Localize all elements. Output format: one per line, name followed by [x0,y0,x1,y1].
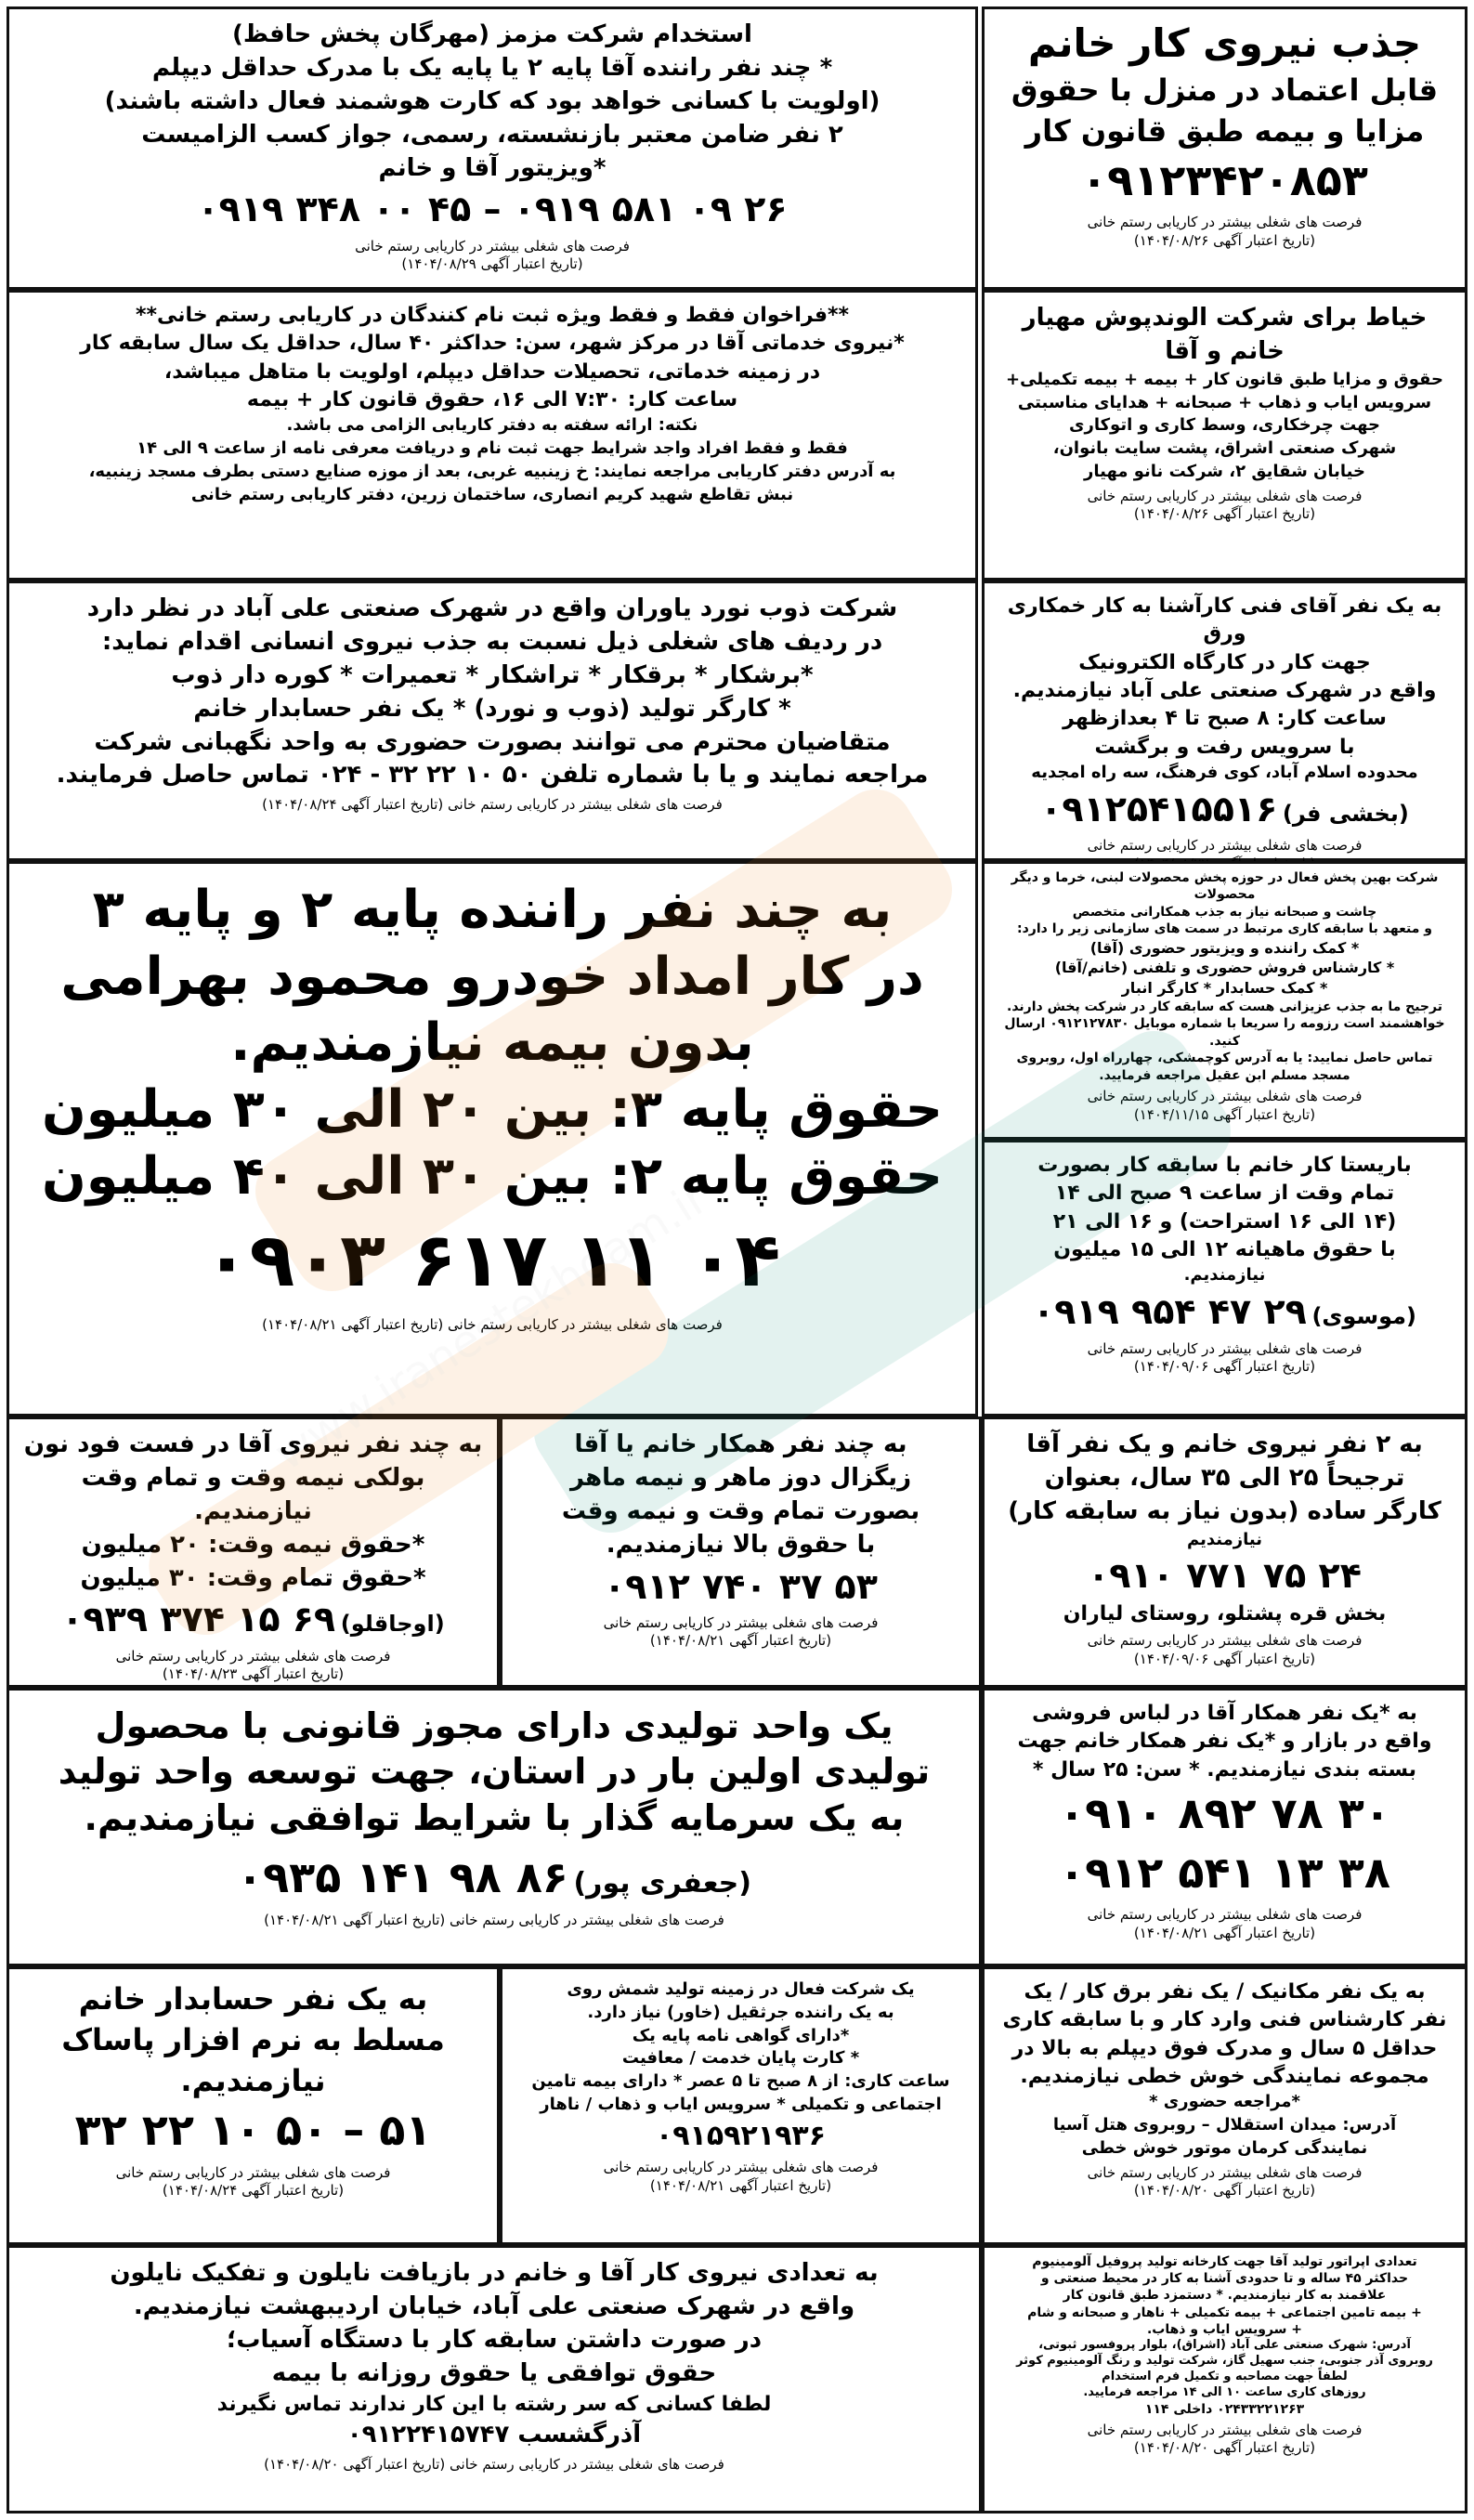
ad-line: شهرک صنعتی اشراق، پشت سایت بانوان، [1052,438,1397,459]
footer-date: (تاریخ اعتبار آگهی ۱۴۰۴/۰۸/۲۰) [1133,2439,1316,2457]
ad-line: تولیدی اولین بار در استان، جهت توسعه واحد تولید [58,1751,931,1793]
ad-housekeeper [982,7,1467,290]
ad-zigzag-sewers [500,1417,982,1688]
ad-address: نمایندگی کرمان موتور خوش خطی [1081,2138,1368,2159]
ad-line: خواهشمند است رزومه را سریعا با شماره موبایل ۰۹۱۲۱۲۷۸۳۰ ارسال کنید. [1004,1016,1445,1049]
ad-line: واقع در شهرک صنعتی علی آباد، خیابان اردیبهشت نیازمندیم. [133,2292,855,2320]
ad-footer [998,1906,1452,1942]
ad-nylon-recycling [7,2245,982,2513]
ad-line: قابل اعتماد در منزل با حقوق [1011,72,1439,108]
ad-footer [22,796,962,815]
ad-footer [22,1648,484,1684]
ad-line: مسجد مسلم ابن عقیل مراجعه فرمایید. [1099,1067,1350,1083]
footer-note: فرصت های شغلی بیشتر در کاریابی رستم خانی [1087,1632,1363,1650]
ad-line: در صورت داشتن سابقه کار با دستگاه آسیاب؛ [226,2325,763,2354]
ad-address: بخش قره پشتلو، روستای لیاران [1063,1601,1387,1626]
ad-line: روزهای کاری ساعت ۱۰ الی ۱۴ مراجعه فرمایید. [1083,2384,1366,2399]
footer-date: (تاریخ اعتبار آگهی ۱۴۰۴/۰۸/۲۶) [1133,231,1316,249]
phone-number[interactable]: ۰۹۱۲ ۷۴۰ ۳۷ ۵۳ [604,1565,878,1607]
ad-line: اجتماعی و تکمیلی * سرویس ایاب و ذهاب / ناهار [540,2095,942,2115]
ad-line: با حقوق بالا نیازمندیم. [606,1530,876,1559]
ad-line: تمام وقت از ساعت ۹ صبح الی ۱۴ [1054,1182,1395,1206]
ad-line: نیازمندیم. [180,2063,326,2099]
ad-line: بسته بندی نیازمندیم. * سن: ۲۵ سال * [1032,1757,1417,1782]
ad-line: *حقوق تمام وقت: ۳۰ میلیون [80,1563,426,1592]
phone-number[interactable]: آذرگشسب ۰۹۱۲۲۴۱۵۷۴۷ [346,2420,642,2448]
ad-line: با حقوق ماهیانه ۱۲ الی ۱۵ میلیون [1053,1238,1396,1262]
ad-line: لطفا کسانی که سر رشته با این کار ندارند تماس نگیرند [216,2392,772,2416]
ad-footer [994,2422,1455,2458]
ad-footer [28,1912,960,1930]
ad-line: *ویزیتور آقا و خانم [378,153,607,182]
ad-line: علاقمند به کار نیازمندیم. * دستمزد طبق قانون کار [1063,2288,1387,2304]
ad-mazmaz-hiring [7,7,978,290]
ad-line: *حقوق نیمه وقت: ۲۰ میلیون [81,1530,425,1559]
ad-crane-driver [500,1966,982,2245]
footer-note: فرصت های شغلی بیشتر در کاریابی رستم خانی [603,2159,879,2176]
ad-accountant-pasak [7,1966,500,2245]
ad-footer [515,1614,966,1651]
footer-note: فرصت های شغلی بیشتر در کاریابی رستم خانی (تاریخ اعتبار آگهی ۱۴۰۴/۰۸/۲۱) [264,1911,724,1928]
ad-footer [998,1632,1452,1668]
ad-line: جذب نیروی کار خانم [1027,20,1422,66]
ad-line: ساعت کاری: از ۸ صبح تا ۵ عصر * دارای بیمه تامین [531,2071,950,2092]
footer-note: فرصت های شغلی بیشتر در کاریابی رستم خانی [1087,1339,1363,1357]
phone-number[interactable]: ۰۹۳۵ ۱۴۱ ۹۸ ۸۶ [237,1852,568,1903]
ad-title: به یک نفر حسابدار خانم [78,1981,428,2017]
ad-behin-pakhsh [982,861,1467,1140]
ad-line: خانم و آقا [1165,336,1285,365]
ad-footer [22,238,962,274]
phone-number[interactable]: ۰۹۱۲۳۴۲۰۸۵۳ [1081,154,1368,205]
ad-line: * کارشناس فروش حضوری و تلفنی (خانم/آقا) [1054,959,1395,977]
ad-line: *دارای گواهی نامه پایه یک [632,2025,850,2045]
footer-date: (تاریخ اعتبار آگهی ۱۴۰۴/۰۸/۲۶) [1133,505,1316,523]
footer-date: (تاریخ اعتبار آگهی ۱۴۰۴/۰۸/۲۳) [162,1665,345,1683]
ad-line: حداقل ۵ سال و مدرک فوق دیپلم به بالا در [1011,2036,1438,2060]
ad-footer [994,1088,1455,1124]
ad-line: روبروی آذر جنوبی، جنب سهیل گاز، شرکت تولید و رنگ آلومینیوم کوثر [1016,2353,1433,2368]
ad-line: در ردیف های شغلی ذیل نسبت به جذب نیروی انسانی اقدام نماید: [101,627,883,656]
ad-line: ترجیحاً ۲۵ الی ۳۵ سال، بعنوان [1044,1463,1405,1492]
ad-title: به ۲ نفر نیروی خانم و یک نفر آقا [1026,1430,1423,1458]
ad-line: در کار امداد خودرو محمود بهرامی [60,946,924,1007]
ad-line: * چند نفر راننده آقا پایه ۲ یا پایه یک با مدرک حداقل دیپلم [151,53,833,82]
phone-number[interactable]: ۰۹۱۹ ۹۵۴ ۴۷ ۲۹ [1033,1291,1307,1333]
ad-line: *نیروی خدماتی آقا در مرکز شهر، سن: حداکثر ۴۰ سال، حداقل یک سال سابقه کار [80,332,905,356]
ad-line: به آدرس دفتر کاریابی مراجعه نمایند: خ زینبیه غربی، بعد از موزه صنایع دستی بطرف مسجد زینبیه، [88,462,896,482]
ad-line: تعدادی اپراتور تولید آقا جهت کارخانه تولید پروفیل آلومینیوم [1032,2254,1417,2269]
ad-line: + بیمه تامین اجتماعی + بیمه تکمیلی + ناهار و صبحانه و شام [1027,2305,1422,2320]
footer-date: (تاریخ اعتبار آگهی ۱۴۰۴/۱۱/۱۵) [1133,1105,1316,1123]
ad-address: آدرس: میدان استقلال – روبروی هتل آسیا [1052,2115,1397,2135]
footer-note: فرصت های شغلی بیشتر در کاریابی رستم خانی [1087,2163,1363,2181]
ad-line: سرویس ایاب و ذهاب + صبحانه + هدایای مناسبتی [1017,392,1432,412]
footer-note: فرصت های شغلی بیشتر در کاریابی رستم خانی [1087,2421,1363,2438]
footer-date: (تاریخ اعتبار آگهی ۱۴۰۴/۰۸/۲۱) [649,1632,832,1650]
ad-title: به *یک نفر همکار آقا در لباس فروشی [1032,1702,1417,1725]
phone-number[interactable]: ۰۹۱۵۹۲۱۹۳۶ [655,2119,827,2152]
ad-footer [998,2164,1452,2200]
ad-line: محدوده اسلام آباد، کوی فرهنگ، سه راه امجدیه [1031,763,1418,783]
ad-line: حقوق و مزایا طبق قانون کار + بیمه + بیمه تکمیلی+ [1006,369,1443,389]
ad-footer [998,488,1452,524]
footer-note: فرصت های شغلی بیشتر در کاریابی رستم خانی (تاریخ اعتبار آگهی ۱۴۰۴/۰۸/۲۱) [262,1315,723,1333]
ad-line: و متعهد با سابقه کاری مرتبط در سمت های سازمانی زیر را دارد: [1017,921,1432,937]
ad-title: یک شرکت فعال در زمینه تولید شمش روی [567,1979,915,1999]
phone-number[interactable]: ۰۲۴۳۳۲۲۱۲۶۳ داخلی ۱۱۴ [1144,2401,1305,2417]
ad-title: باریستا کار خانم با سابقه کار بصورت [1037,1154,1412,1177]
phone-number[interactable]: ۳۲ ۲۲ ۱۰ ۵۰ – ۵۱ [74,2105,432,2156]
ad-title: به تعدادی نیروی کار آقا و خانم در بازیافت نایلون و تفکیک نایلون [110,2259,879,2287]
ad-fast-food [7,1417,500,1688]
ad-title: به یک نفر آقای فنی کارآشنا به کار خمکاری ورق [1007,594,1442,646]
ad-line: * کمک حسابدار * کارگر انبار [1121,979,1328,998]
ad-sheet-metal [982,581,1467,861]
ad-line: آدرس: شهرک صنعتی علی آباد (اشراق)، بلوار پروفسور ثبوتی، [1038,2337,1411,2352]
phone-number[interactable]: ۰۹۱۹ ۳۴۸ ۰۰ ۴۵ – ۰۹۱۹ ۵۸۱ ۰۹ ۲۶ [197,189,788,230]
ad-line: به یک راننده جرثقیل (خاور) نیاز دارد. [587,2002,894,2022]
ad-line: ۲ نفر ضامن معتبر بازنشسته، رسمی، جواز کسب الزامیست [141,120,843,149]
ad-line: مزایا و بیمه طبق قانون کار [1024,112,1425,149]
footer-date: (تاریخ اعتبار آگهی ۱۴۰۴/۰۹/۰۶) [1133,1650,1316,1667]
ad-line: مراجعه نمایند و یا با شماره تلفن ۵۰ ۱۰ ۲۲ ۳۲ - ۰۲۴ تماس حاصل فرمایند. [56,761,929,790]
footer-note: فرصت های شغلی بیشتر در کاریابی رستم خانی [1087,487,1363,504]
ad-line: واقع در بازار و *یک نفر همکار خانم جهت [1017,1730,1432,1754]
footer-date: (تاریخ اعتبار آگهی ۱۴۰۴/۰۸/۲۱) [1133,1924,1316,1941]
ad-tailor [982,290,1467,581]
ad-footer [26,1316,959,1335]
ad-zob-nord [7,581,978,861]
ad-line: * کمک راننده و ویزیتور حضوری (آقا) [1089,938,1360,957]
ad-line: * کارت پایان خدمت / معافیت [621,2048,860,2069]
ad-line: بولکی نیمه وقت و تمام وقت نیازمندیم. [81,1463,425,1525]
ad-line: مجموعه نمایندگی خوش خطی نیازمندیم. [1020,2065,1429,2089]
phone-number[interactable]: ۰۹۰۳ ۶۱۷ ۱۱ ۰۴ [203,1217,781,1304]
contact-name: (جعفری پور) [573,1867,751,1900]
phone-number[interactable]: ۰۹۱۲۵۴۱۵۵۱۶ [1040,788,1278,829]
ad-line: نفر کارشناس فنی وارد کار و با سابقه کاری [1002,2008,1447,2032]
footer-note: فرصت های شغلی بیشتر در کاریابی رستم خانی [115,2163,391,2181]
ad-tow-truck-drivers [7,861,978,1417]
ad-footer [998,214,1452,250]
ad-line: (۱۴ الی ۱۶ استراحت) و ۱۶ الی ۲۱ [1052,1209,1397,1234]
ad-line: کارگر ساده (بدون نیاز به سابقه کار) [1008,1496,1441,1525]
footer-date: (تاریخ اعتبار آگهی ۱۴۰۴/۰۸/۲۹) [401,255,583,273]
ad-title: به چند نفر همکار خانم یا آقا [574,1430,907,1458]
ad-line: ساعت کار: ۷:۳۰ الی ۱۶، حقوق قانون کار + بیمه [246,388,738,412]
ad-title: به چند نفر راننده پایه ۲ و پایه ۳ [92,880,893,940]
ad-line: فقط و فقط افراد واجد شرایط جهت ثبت نام و دریافت معرفی نامه از ساعت ۹ الی ۱۴ [137,438,848,459]
ad-barista [982,1140,1467,1417]
footer-note: فرصت های شغلی بیشتر در کاریابی رستم خانی [1087,1088,1363,1104]
phone-number[interactable]: ۰۹۳۹ ۳۷۴ ۱۵ ۶۹ [61,1599,336,1640]
contact-name: (موسوی) [1311,1303,1416,1330]
ad-line: * کارگر تولید (ذوب و نورد) * یک نفر حسابدار خانم [193,694,791,723]
footer-date: (تاریخ اعتبار آگهی ۱۴۰۴/۰۸/۲۴) [162,2182,345,2200]
phone-number[interactable]: ۰۹۱۰ ۸۹۲ ۷۸ ۳۰ [1059,1788,1390,1839]
ad-line: نیازمندیم. [1183,1265,1266,1286]
contact-name: (اوجاقلو) [340,1611,445,1638]
ad-line: بصورت تمام وقت و نیمه وقت [561,1496,920,1525]
ad-footer [22,2456,966,2474]
ad-line: + سرویس ایاب و ذهاب. [1146,2321,1303,2337]
ad-line: چاشت و صبحانه نیاز به جذب همکارانی متخصص [1072,904,1377,920]
ad-line: حقوق پایه ۳: بین ۲۰ الی ۳۰ میلیون [42,1079,943,1141]
footer-note: فرصت های شغلی بیشتر در کاریابی رستم خانی (تاریخ اعتبار آگهی ۱۴۰۴/۰۸/۲۴) [262,796,723,814]
ad-line: جهت چرخکاری، وسط کاری و اتوکاری [1068,415,1381,436]
ad-line: زیگزال دوز ماهر و نیمه ماهر [569,1463,912,1492]
ad-line: (اولویت با کسانی خواهد بود که کارت هوشمند فعال داشته باشند) [104,86,880,115]
phone-number[interactable]: ۰۹۱۲ ۵۴۱ ۱۳ ۳۸ [1059,1847,1390,1898]
footer-note: فرصت های شغلی بیشتر در کاریابی رستم خانی [1087,214,1363,231]
ad-line: متقاضیان محترم می توانند بصورت حضوری به واحد نگهبانی شرکت [94,727,891,756]
phone-number[interactable]: ۰۹۱۰ ۷۷۱ ۷۵ ۲۴ [1088,1555,1362,1597]
footer-note: فرصت های شغلی بیشتر در کاریابی رستم خانی [355,237,630,255]
footer-date: (تاریخ اعتبار آگهی ۱۴۰۴/۰۹/۰۶) [1133,1358,1316,1376]
ad-title: به یک نفر مکانیک / یک نفر برق کار / یک [1024,1980,1426,2004]
ad-line: ساعت کار: ۸ صبح تا ۴ بعدازظهر [1063,707,1387,731]
footer-note: فرصت های شغلی بیشتر در کاریابی رستم خانی [115,1647,391,1665]
ad-title: **فراخوان فقط و فقط ویژه ثبت نام کنندگان در کاریابی رستم خانی** [135,304,850,327]
ad-service-worker-call [7,290,978,581]
ad-line: خیابان شقایق ۲، شرکت نانو مهیار [1083,462,1366,482]
footer-date: (تاریخ اعتبار آگهی ۱۴۰۴/۰۸/۲۰) [1133,2182,1316,2200]
ad-aluminium-operators [982,2245,1467,2513]
ad-line: حقوق توافقی یا حقوق روزانه با بیمه [271,2358,717,2387]
footer-date: (تاریخ اعتبار آگهی ۱۴۰۴/۰۸/۲۱) [649,2176,832,2194]
ad-line: مسلط به نرم افزار پاساک [61,2022,445,2058]
ad-line: جهت کار در کارگاه الکترونیک [1078,650,1371,674]
ad-line: تماس حاصل نمایید: یا به آدرس کوچمشکی، چهارراه اول، روبروی [1016,1051,1433,1066]
ad-line: شرکت بهین پخش فعال در حوزه پخش محصولات لبنی، خرما و دیگر محصولات [1011,870,1439,903]
contact-name: (بخشی فر) [1282,800,1409,827]
ad-line: بدون بیمه نیازمندیم. [230,1012,754,1074]
footer-note: فرصت های شغلی بیشتر در کاریابی رستم خانی [1087,1906,1363,1924]
footer-note: فرصت های شغلی بیشتر در کاریابی رستم خانی [1087,837,1363,855]
ad-line: حداکثر ۴۵ ساله و تا حدودی آشنا به کار در محیط صنعتی و [1040,2271,1409,2287]
ad-mechanic [982,1966,1467,2245]
ad-footer [998,1340,1452,1377]
footer-note: فرصت های شغلی بیشتر در کاریابی رستم خانی (تاریخ اعتبار آگهی ۱۴۰۴/۰۸/۲۰) [264,2455,724,2473]
ad-line: نکته: ارائه سفته به دفتر کاریابی الزامی می باشد. [286,415,698,436]
ad-line: در زمینه خدماتی، تحصیلات حداقل دیپلم، اولویت با متاهل میباشد، [163,359,821,384]
ad-line: حقوق پایه ۲: بین ۳۰ الی ۴۰ میلیون [42,1145,943,1207]
ad-line: *برشکار * برقکار * تراشکار * تعمیرات * کوره دار ذوب [171,660,814,689]
ad-general-workers [982,1417,1467,1688]
ad-line: نیازمندیم [1187,1529,1262,1549]
ad-line: نبش تقاطع شهید کریم انصاری، ساختمان زرین، دفتر کاریابی رستم خانی [190,484,794,504]
ad-clothing-shop [982,1688,1467,1966]
ad-line: به یک سرمایه گذار با شرایط توافقی نیازمندیم. [84,1796,905,1838]
ad-line: ترجیح ما به جذب عزیزانی هست که سابقه کار در شرکت پخش دارند. [1007,999,1442,1014]
ad-line: *مراجعه حضوری * [1149,2092,1300,2112]
ad-title: استخدام شرکت مزمز (مهرگان پخش حافظ) [232,20,752,48]
ad-line: با سرویس رفت و برگشت [1094,735,1355,759]
ad-title: به چند نفر نیروی آقا در فست فود نون [23,1430,483,1458]
ad-line: واقع در شهرک صنعتی علی آباد نیازمندیم. [1012,679,1437,703]
ad-title: خیاط برای شرکت الوندپوش مهیار [1022,304,1428,332]
ad-title: یک واحد تولیدی دارای مجوز قانونی با محصول [95,1705,894,1746]
ad-line: لطفاً جهت مصاحبه و تکمیل فرم استخدام [1102,2369,1348,2383]
ad-investor-wanted [7,1688,982,1966]
footer-note: فرصت های شغلی بیشتر در کاریابی رستم خانی [603,1613,879,1631]
ad-footer [22,2164,484,2200]
ad-title: شرکت ذوب نورد یاوران واقع در شهرک صنعتی علی آباد در نظر دارد [86,594,898,622]
ad-footer [515,2159,966,2195]
